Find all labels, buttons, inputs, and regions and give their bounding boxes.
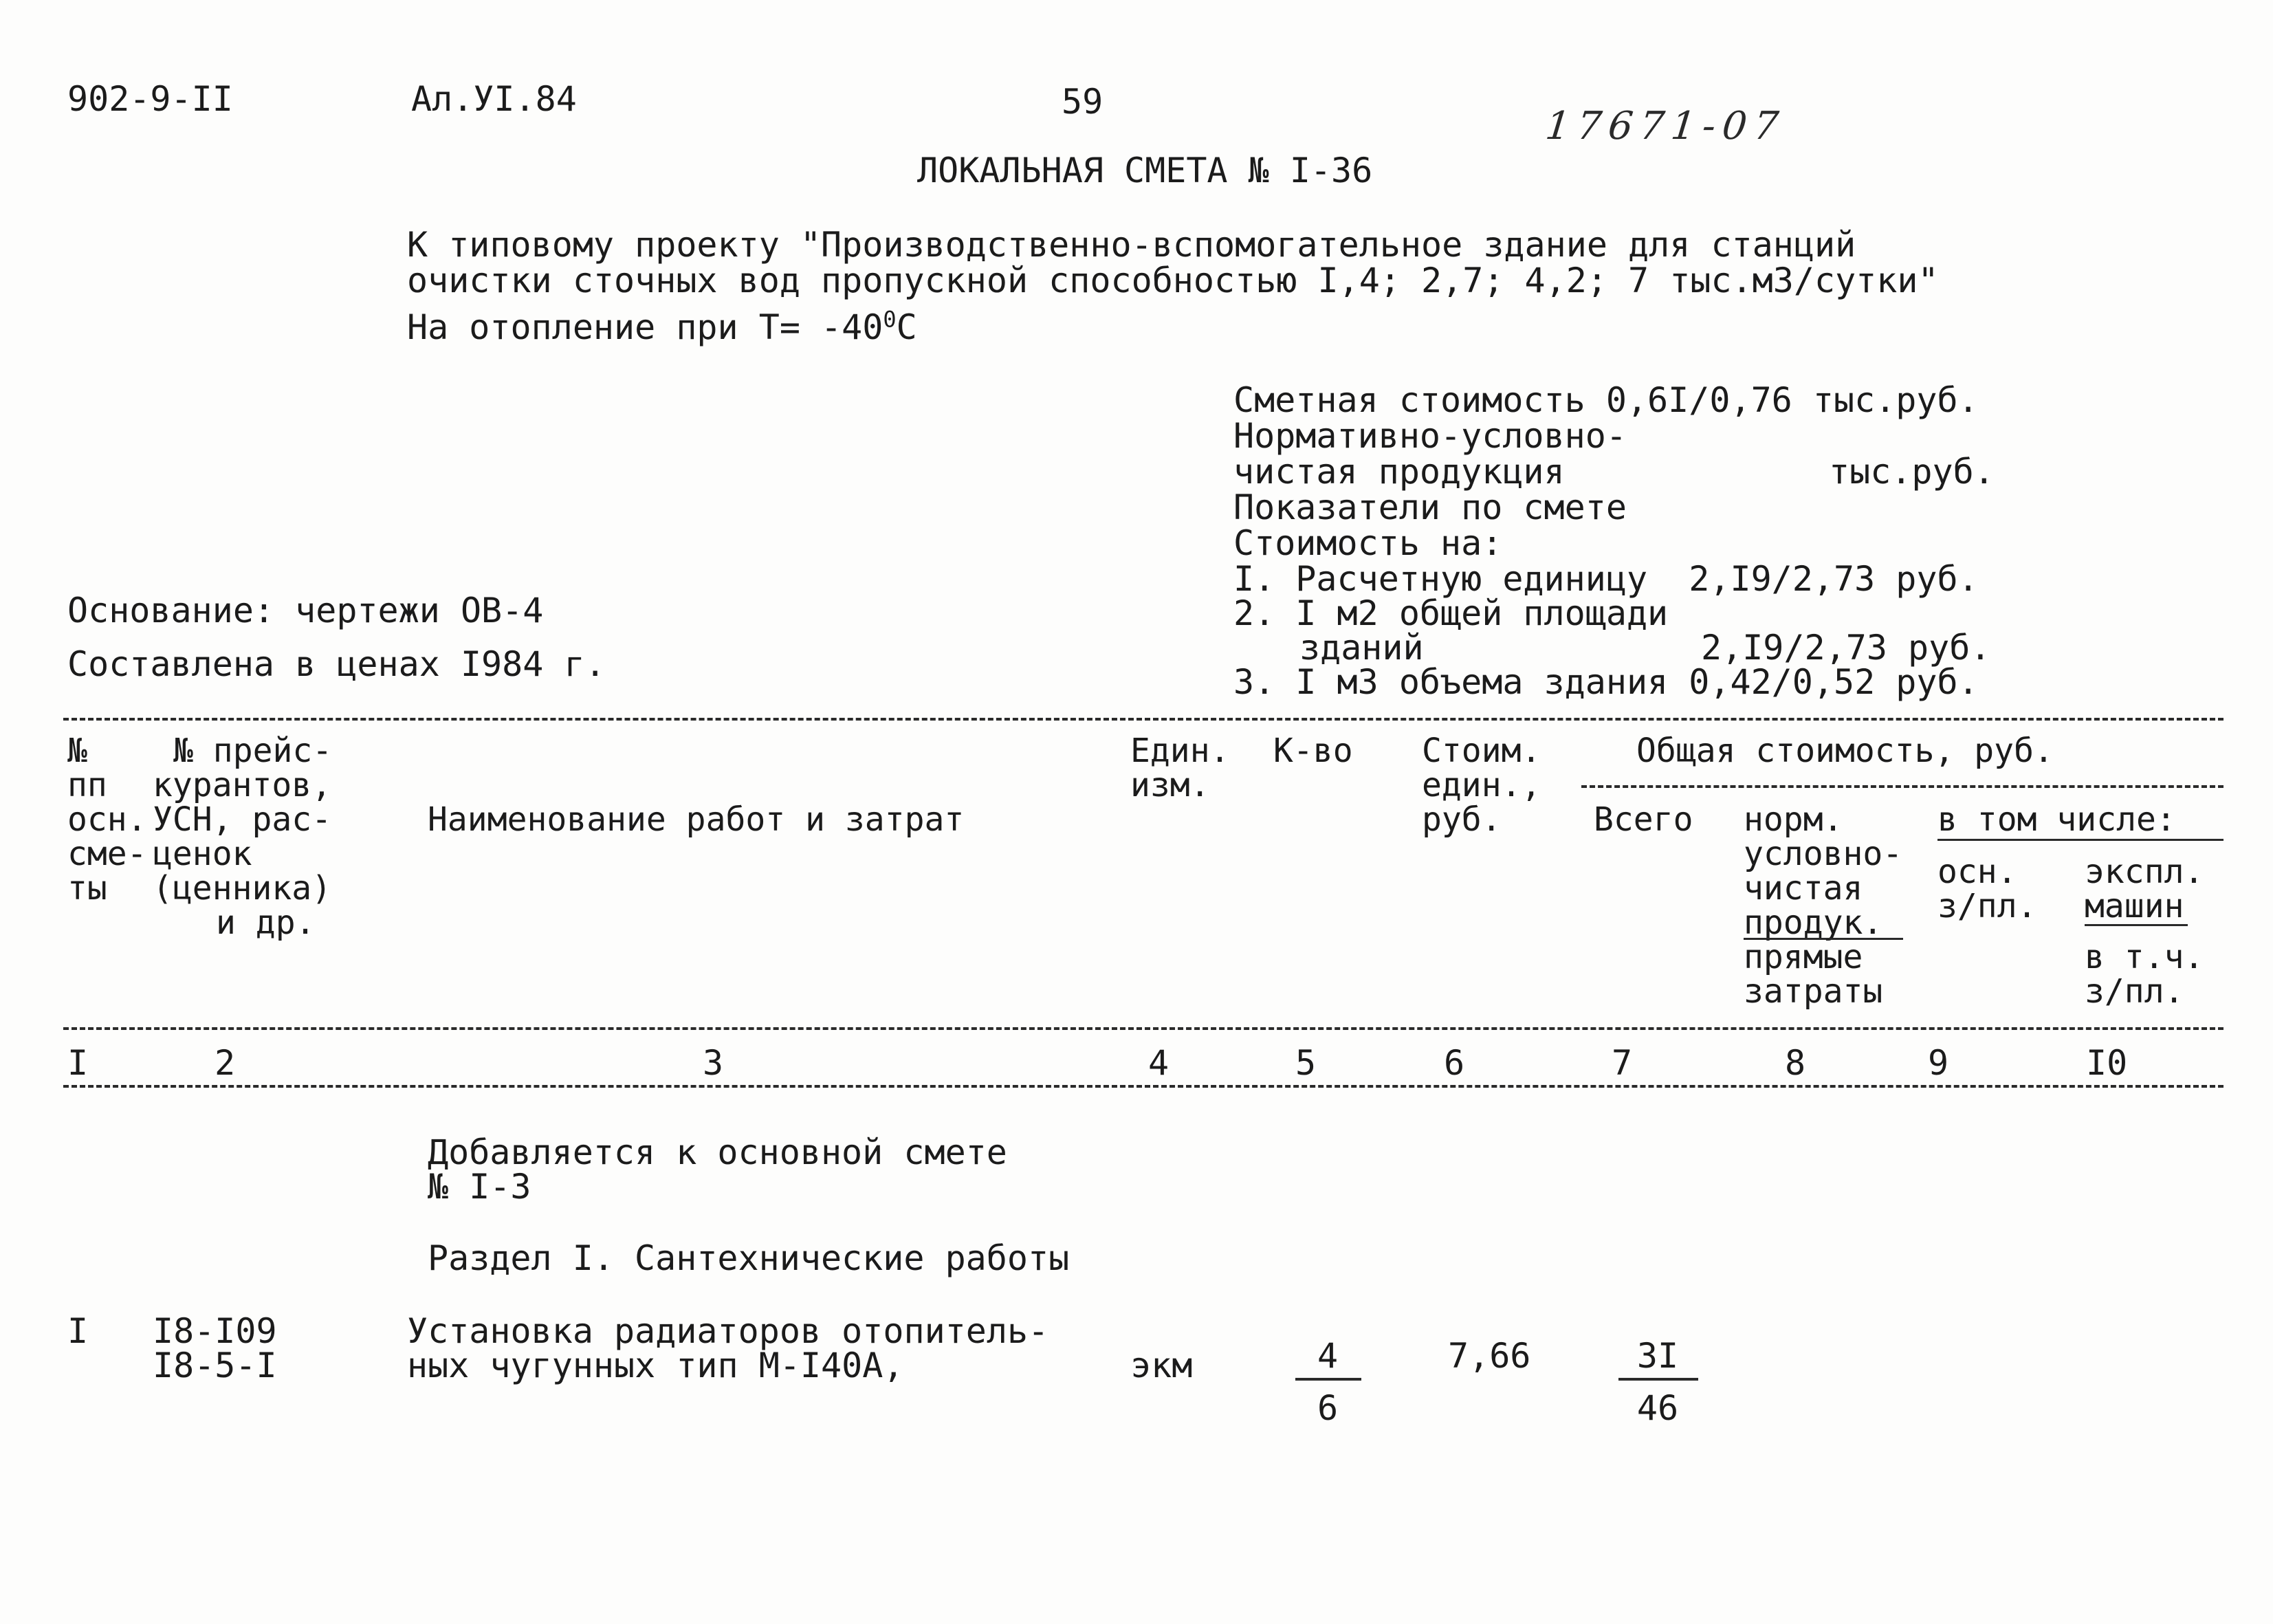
basis-drawings: Основание: чертежи ОВ-4 [67,591,544,630]
added-note-line-2: № I-3 [428,1167,531,1207]
cost-per-m3: 3. I м3 объема здания 0,42/0,52 руб. [1233,662,1979,702]
subtitle-line-1: К типовому проекту "Производственно-вспомогательное здание для станций [407,225,1856,265]
normative-product-line-1: Нормативно-условно- [1233,416,1627,456]
section-title: Раздел I. Сантехнические работы [428,1238,1070,1278]
row-code-2: I8-5-I [153,1346,277,1385]
header-total-cost: Общая стоимость, руб. [1636,732,2054,770]
cost-per-unit: I. Расчетную единицу 2,I9/2,73 руб. [1233,559,1979,599]
row-total-bottom: 46 [1636,1388,1679,1428]
row-name-line-2: ных чугунных тип М-I40А, [407,1346,904,1385]
document-title: ЛОКАЛЬНАЯ СМЕТА № I-36 [917,151,1373,190]
row-name-line-1: Установка радиаторов отопитель- [407,1311,1049,1351]
normative-product-line-2: чистая продукция [1233,452,1565,492]
normative-product-unit: тыс.руб. [1829,452,1995,492]
heating-unit: С [896,307,917,347]
column-numbers-rule [63,1085,2223,1088]
degree-mark: 0 [883,306,897,333]
including-underline [1937,839,2223,841]
header-bottom-rule [63,1027,2223,1030]
price-level: Составлена в ценах I984 г. [67,644,606,684]
table-top-rule [63,718,2223,721]
machines-underline [2085,924,2188,926]
heating-condition [407,306,917,347]
row-qty-bottom: 6 [1317,1388,1339,1428]
product-underline [1744,938,1903,940]
handwritten-number: 17671-07 [1543,104,1788,149]
subtitle-line-2: очистки сточных вод пропускной способностью I,4; 2,7; 4,2; 7 тыс.м3/сутки" [407,261,1939,300]
row-code-1: I8-I09 [153,1311,277,1351]
cost-per-m2-value: 2,I9/2,73 руб. [1701,628,1991,668]
row-number: I [67,1311,89,1351]
row-qty-top: 4 [1317,1336,1339,1376]
header-including: в том числе: [1937,800,2176,839]
added-note-line-1: Добавляется к основной смете [428,1132,1007,1172]
row-total-top: 3I [1636,1336,1679,1376]
row-price: 7,66 [1448,1336,1531,1376]
header-col-7: Всего [1594,800,1693,839]
project-code: 902-9-II [67,79,233,119]
header-col-3: Наименование работ и затрат [428,800,965,839]
estimated-cost: Сметная стоимость 0,6I/0,76 тыс.руб. [1233,380,1979,420]
album-number: Ал.УI.84 [411,79,577,119]
heating-text: На отопление при Т= -40 [407,307,883,347]
row-qty-fraction-line [1295,1378,1361,1381]
cost-per-m2-buildings: зданий [1299,628,1424,668]
page-number: 59 [1062,82,1103,122]
indicators-heading: Показатели по смете [1233,487,1627,527]
cost-per-m2-label: 2. I м2 общей площади [1233,593,1669,633]
estimate-page: 902-9-II Ал.УI.84 59 17671-07 ЛОКАЛЬНАЯ СМЕТА № I-36 К типовому проекту "Производственно-вспомогательное здание для станций очистки сточных вод пропускной способностью I,4; 2,7; 4,2; 7 тыс.м3/сутки" На отопление при $Т= -40^0С$ Сметная стоимость 0,6I/0,76 тыс.руб. Нормативно-условно- чистая продукция тыс.руб. Показатели по смете Стоимость на: I. Расчетную единицу 2,I9/2,73 руб. 2. I м2 общей площади зданий 2,I9/2,73 руб. 3. I м3 объема здания 0,42/0,52 руб. Основание: чертежи ОВ-4 Составлена в ценах I984 г. № пп осн. сме- ты № прейс- курантов, УСН, рас- ценок (ценника) и др. Наименование работ и затрат Един. изм. К-во Стоим. един., руб. Общая стоимость, руб. Всего норм. условно- чистая продук. прямые затраты в том числе: осн. з/пл. экспл. машин в т.ч. з/пл. I 2 3 4 5 6 7 8 9 I0 Добавляется к основной смете № I-3 Раздел I. Сантехнические работы I I8-I09 I8-5-I Установка радиаторов отопитель- ных чугунных тип М-I40А, экм 4 6 7,66 3I 46 [0,0,2273,1624]
row-unit: экм [1130,1346,1193,1385]
header-col-5: К-во [1273,732,1353,770]
cost-per-heading: Стоимость на: [1233,523,1503,563]
total-cost-rule [1581,785,2223,788]
row-total-fraction-line [1618,1378,1698,1381]
